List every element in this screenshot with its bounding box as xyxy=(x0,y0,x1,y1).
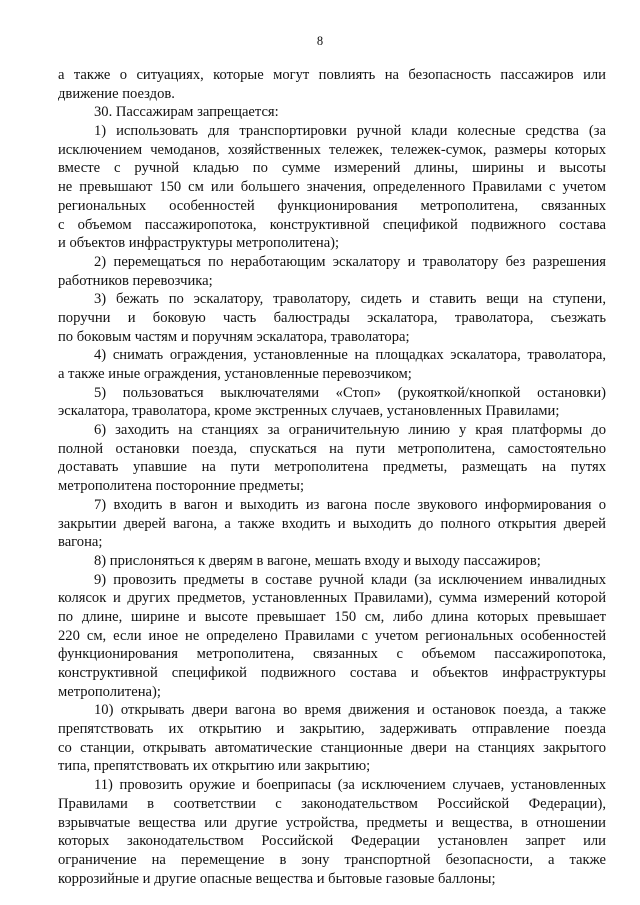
text-line: вместе с ручной кладью по сумме измерений длины, ширины и высоты xyxy=(58,160,606,177)
text-line: со станции, открывать автоматические станционные двери на станциях закрытого xyxy=(58,739,606,756)
text-line: доставать упавшие на пути метрополитена предметы, размещать на путях xyxy=(58,459,606,476)
text-line: ограничение на перемещение в зону транспортной безопасности, а также xyxy=(58,851,606,868)
text-line: препятствовать их открытию и закрытию, задерживать отправление поезда xyxy=(58,721,606,738)
text-line: 2) перемещаться по неработающим эскалатору и траволатору без разрешения xyxy=(94,253,606,270)
text-line: работников перевозчика; xyxy=(58,272,213,289)
text-line: закрытии дверей вагона, а также входить и выходить до полного открытия дверей xyxy=(58,515,606,532)
text-line: с объемом пассажиропотока, конструктивной спецификой подвижного состава xyxy=(58,216,606,233)
text-line: 3) бежать по эскалатору, траволатору, сидеть и ставить вещи на ступени, xyxy=(94,291,606,308)
text-line: эскалатора, траволатора, кроме экстренных случаев, установленных Правилами; xyxy=(58,403,560,420)
document-text-block xyxy=(58,66,606,888)
text-line: 1) использовать для транспортировки ручной клади колесные средства (за xyxy=(94,123,606,140)
text-line: 5) пользоваться выключателями «Стоп» (рукояткой/кнопкой остановки) xyxy=(94,384,606,401)
text-line: и объектов инфраструктуры метрополитена); xyxy=(58,235,340,252)
text-line: Правилами в соответствии с законодательством Российской Федерации), xyxy=(58,795,606,812)
text-line: вагона; xyxy=(58,534,103,551)
text-line: 8) прислоняться к дверям в вагоне, мешать входу и выходу пассажиров; xyxy=(94,552,541,569)
text-line: 6) заходить на станциях за ограничительную линию у края платформы до xyxy=(94,422,606,439)
text-line: 7) входить в вагон и выходить из вагона после звукового информирования о xyxy=(94,496,606,513)
text-line: региональных особенностей функционирования метрополитена, связанных xyxy=(58,197,606,214)
text-line: которых законодательством Российской Федерации установлен запрет или xyxy=(58,833,606,850)
text-line: не превышают 150 см или большего значения, определенного Правилами с учетом xyxy=(58,179,606,196)
text-line: полной остановки поезда, спускаться на пути метрополитена, самостоятельно xyxy=(58,440,606,457)
text-line: функционирования метрополитена, связанных с объемом пассажиропотока, xyxy=(58,646,606,663)
text-line: взрывчатые вещества или другие устройства, предметы и вещества, в отношении xyxy=(58,814,606,831)
text-line: по длине, ширине и высоте превышает 150 см, либо длина которых превышает xyxy=(58,608,606,625)
text-line: типа, препятствовать их открытию или закрытию; xyxy=(58,758,371,775)
text-line: поручни и боковую часть балюстрады эскалатора, траволатора, съезжать xyxy=(58,309,606,326)
text-line: 10) открывать двери вагона во время движения и остановок поезда, а также xyxy=(94,702,606,719)
text-line: исключением чемоданов, хозяйственных тележек, тележек-сумок, размеры которых xyxy=(58,141,606,158)
text-line: метрополитена посторонние предметы; xyxy=(58,478,305,495)
page-number: 8 xyxy=(316,34,324,48)
text-line: а также о ситуациях, которые могут повлиять на безопасность пассажиров или xyxy=(58,67,606,83)
text-line: колясок и других предметов, установленных Правилами), сумма измерений которой xyxy=(58,590,606,607)
text-line: 11) провозить оружие и боеприпасы (за исключением случаев, установленных xyxy=(94,777,606,794)
text-line: 220 см, если иное не определено Правилами с учетом региональных особенностей xyxy=(58,627,606,644)
text-line: 30. Пассажирам запрещается: xyxy=(94,104,279,121)
text-line: 9) провозить предметы в составе ручной клади (за исключением инвалидных xyxy=(94,571,606,588)
text-line: метрополитена); xyxy=(58,683,161,700)
text-line: конструктивной спецификой подвижного состава и объектов инфраструктуры xyxy=(58,665,606,681)
text-line: а также иные ограждения, установленные перевозчиком; xyxy=(58,366,412,382)
text-line: движение поездов. xyxy=(58,85,175,102)
text-line: по боковым частям и поручням эскалатора, траволатора; xyxy=(58,328,410,345)
text-line: коррозийные и другие опасные вещества и бытовые газовые баллоны; xyxy=(58,870,496,887)
text-line: 4) снимать ограждения, установленные на площадках эскалатора, траволатора, xyxy=(94,347,606,364)
